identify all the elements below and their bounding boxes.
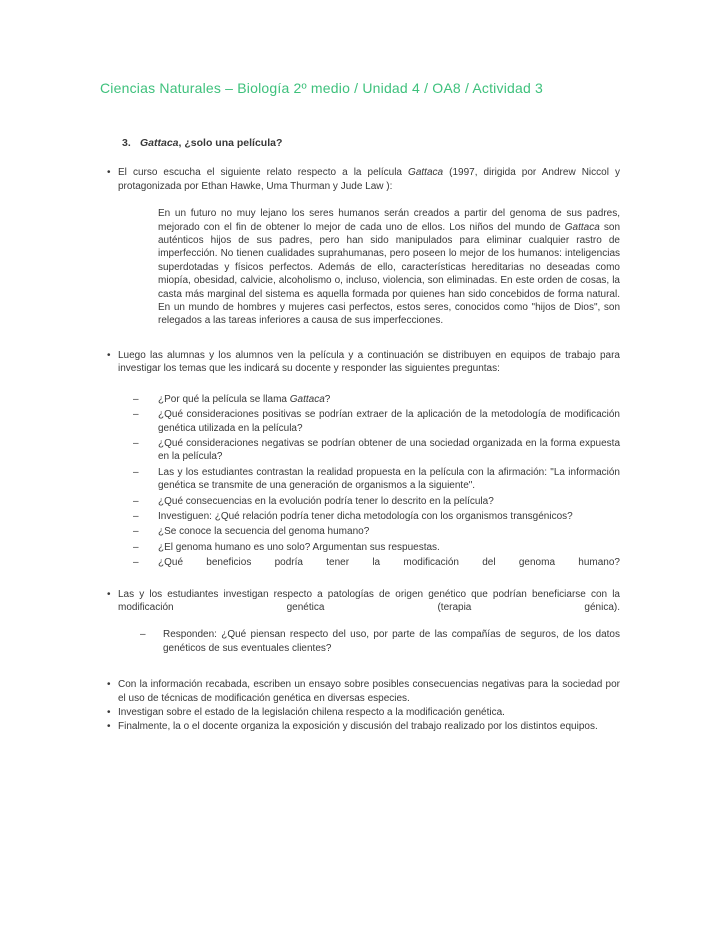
bullet-marker: • [107,588,111,600]
sub-question-item [100,628,620,655]
activity-heading-text: Gattaca, ¿solo una película? [140,137,283,149]
bullet-item [100,166,620,193]
closing-bullet-text: Finalmente, la o el docente organiza la exposición y discusión del trabajo realizado por los distintos equipos. [118,721,598,733]
dash-marker: – [140,629,146,641]
question-item [100,408,620,435]
question-list [100,393,620,570]
film-summary-paragraph: En un futuro no muy lejano los seres humanos serán creados a partir del genoma de sus padres, mejorado con el fin de obtener lo mejor de cada uno de ellos. Los niños del mundo de Gattaca son auténticos hijos de sus padres, pero han sido manipulados para eliminar cualquier rastro de imperfección. No tienen cualidades suprahumanas, pero poseen lo mejor de los humanos: inteligencias superdotadas y físicos perfectos. Además de ello, características hereditarias no deseadas como miopía, obesidad, calvicie, alcoholismo o, incluso, violencia, son eliminadas. En este orden de cosas, la casta más marginal del sistema es aquella formada por quienes han sido concebidos de forma natural. En un mundo de hombres y mujeres casi perfectos, estos seres, conocidos como "hijos de Dios", son relegados a las tareas inferiores a causa de sus imperfecciones. [158,208,621,327]
bullet-item [100,720,620,733]
question-item [100,437,620,464]
bullet-marker: • [107,707,111,718]
bullet-item [100,706,620,719]
question-text: ¿Por qué la película se llama Gattaca? [158,393,331,405]
pathologies-bullet-text: Las y los estudiantes investigan respecto a patologías de origen genético que podrían beneficiarse con la modificación genética (terapia génica). [118,588,620,613]
page-title: Ciencias Naturales – Biología 2º medio / Unidad 4 / OA8 / Actividad 3 [100,80,544,96]
question-text: ¿Qué consideraciones positivas se podrían extraer de la aplicación de la metodología de modificación genética utilizada en la película? [158,409,620,434]
question-item [100,495,620,508]
dash-marker: – [133,526,139,538]
question-text: ¿Qué consideraciones negativas se podrían obtener de una sociedad organizada en la forma expuesta en la película? [158,437,620,463]
question-text: ¿Se conoce la secuencia del genoma humano? [158,526,370,538]
question-text: ¿Qué consecuencias en la evolución podría tener lo descrito en la película? [158,495,494,507]
bullet-marker: • [107,349,111,361]
question-text: Investiguen: ¿Qué relación podría tener dicha metodología con los organismos transgénicos? [158,510,573,522]
question-item [100,393,620,406]
question-item [100,510,620,523]
dash-marker: – [133,466,139,478]
dash-marker: – [133,557,139,569]
dash-marker: – [133,393,139,405]
closing-bullet-text: Investigan sobre el estado de la legislación chilena respecto a la modificación genética. [118,707,505,718]
bullet-marker: • [107,721,111,733]
question-text: Las y los estudiantes contrastan la realidad propuesta en la película con la afirmación: "La información genética se transmite de una generación de organismos a la siguiente". [158,466,620,492]
closing-bullet-text: Con la información recabada, escriben un ensayo sobre posibles consecuencias negativas para la sociedad por el uso de técnicas de modificación genética en diversas especies. [118,679,620,704]
question-item [100,525,620,538]
teamwork-bullet-text: Luego las alumnas y los alumnos ven la película y a continuación se distribuyen en equipos de trabajo para investigar los temas que les indicará su docente y responder las siguientes preguntas: [118,349,620,375]
question-item [100,556,620,569]
question-text: ¿El genoma humano es uno solo? Argumentan sus respuestas. [158,541,440,553]
bullet-marker: • [107,167,111,179]
document-body [100,166,620,733]
activity-number: 3. [122,137,131,149]
bullet-item [100,588,620,615]
dash-marker: – [133,437,139,449]
dash-marker: – [133,409,139,421]
dash-marker: – [133,541,139,553]
bullet-item [100,678,620,705]
dash-marker: – [133,495,139,507]
respond-question-text: Responden: ¿Qué piensan respecto del uso, por parte de las compañías de seguros, de los datos genéticos de sus eventuales clientes? [163,629,620,654]
activity-heading [122,137,620,150]
bullet-marker: • [107,679,111,691]
closing-bullet-list [100,678,620,734]
intro-bullet-text: El curso escucha el siguiente relato respecto a la película Gattaca (1997, dirigida por Andrew Niccol y protagonizada por Ethan Hawke, Uma Thurman y Jude Law ): [118,167,620,192]
question-item [100,541,620,554]
question-text: ¿Qué beneficios podría tener la modificación del genoma humano? [158,557,620,569]
dash-marker: – [133,510,139,522]
question-item [100,466,620,493]
bullet-item [100,349,620,376]
